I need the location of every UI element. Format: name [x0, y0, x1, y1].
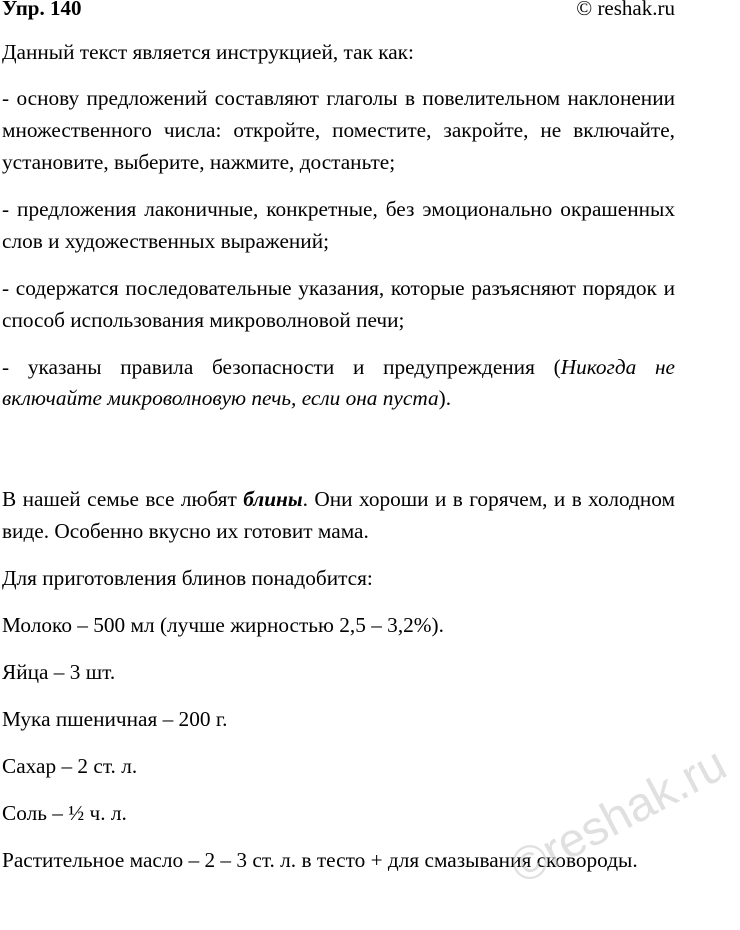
ingredient-item: Яйца – 3 шт. — [2, 660, 116, 685]
ingredient-item: Мука пшеничная – 200 г. — [2, 707, 228, 732]
bullet-item-safety — [2, 352, 675, 416]
bullet-text-end: ). — [438, 386, 452, 411]
watermark-text: ©reshak.ru — [502, 737, 735, 895]
ingredient-item: Растительное масло – 2 – 3 ст. л. в тесто + для смазывания сковороды. — [2, 847, 638, 872]
document-body — [2, 37, 675, 892]
ingredient-item: Соль – ½ ч. л. — [2, 800, 127, 825]
recipe-paragraph — [2, 484, 675, 548]
recipe-text: В нашей семье все любят — [2, 487, 244, 512]
bullet-text: - указаны правила безопасности и предупреждения ( — [2, 354, 561, 379]
section-gap — [2, 430, 675, 484]
intro-paragraph: Данный текст является инструкцией, так как: — [2, 40, 414, 64]
ingredients-intro: Для приготовления блинов понадобится: — [2, 566, 373, 591]
ingredient-item: Сахар – 2 ст. л. — [2, 754, 138, 778]
recipe-highlight: блины — [243, 487, 303, 512]
warning-quote: Никогда не включайте микроволновую печь, если она пуста — [2, 354, 675, 411]
page-header — [2, 0, 675, 28]
ingredient-item: Молоко – 500 мл (лучше жирностью 2,5 – 3,2%). — [2, 613, 444, 638]
bullet-item: - основу предложений составляют глаголы в повелительном наклонении множественного числа: откройте, поместите, закройте, не включайте, установите, выберите, нажмите, достаньте; — [2, 85, 675, 174]
site-credit: © reshak.ru — [576, 0, 675, 20]
bullet-item: - предложения лаконичные, конкретные, без эмоционально окрашенных слов и художественных выражений; — [2, 196, 675, 253]
bullet-item: - содержатся последовательные указания, которые разъясняют порядок и способ использования микроволновой печи; — [2, 275, 675, 332]
recipe-text-end: . Они хороши и в горячем, и в холодном виде. Особенно вкусно их готовит мама. — [2, 487, 675, 544]
exercise-title: Упр. 140 — [2, 0, 82, 20]
